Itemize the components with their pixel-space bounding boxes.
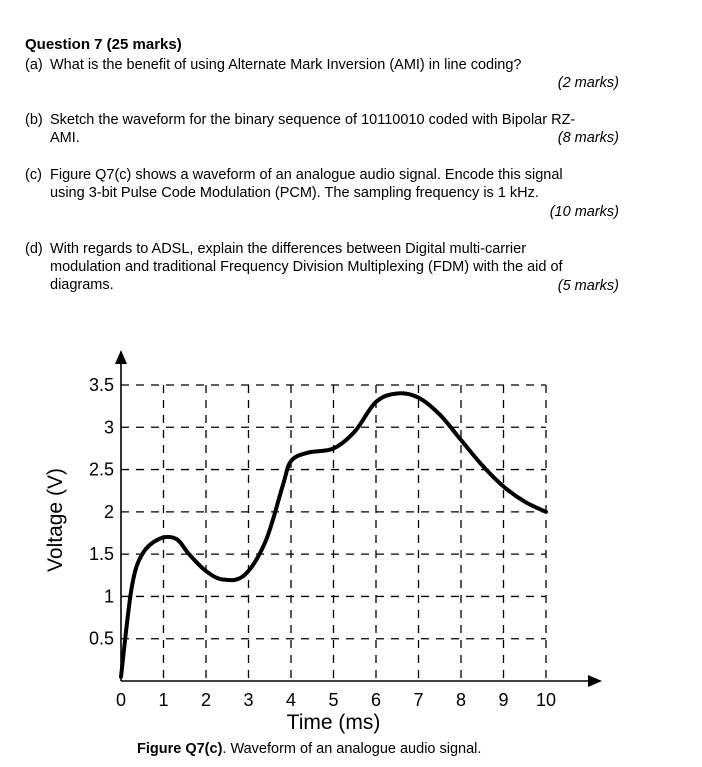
part-b-marks: (8 marks)	[557, 130, 619, 146]
part-c-label: (c)	[25, 167, 42, 183]
figure-caption-text: . Waveform of an analogue audio signal.	[222, 741, 482, 757]
part-b-line: Sketch the waveform for the binary sequence of 10110010 coded with Bipolar RZ-	[50, 112, 576, 128]
x-axis-arrow-icon	[588, 675, 602, 687]
part-d-marks: (5 marks)	[557, 278, 619, 294]
part-d-line: With regards to ADSL, explain the differences between Digital multi-carrier	[50, 241, 527, 257]
part-c-marks: (10 marks)	[549, 204, 619, 220]
y-tick-label: 3	[103, 417, 114, 438]
part-d-label: (d)	[25, 241, 43, 257]
x-tick-label: 1	[158, 690, 169, 710]
y-tick-label: 2	[103, 501, 114, 522]
y-tick-label: 1.5	[88, 544, 114, 565]
part-b-line: AMI.	[50, 130, 80, 146]
part-c-line: Figure Q7(c) shows a waveform of an analogue audio signal. Encode this signal	[50, 167, 563, 183]
part-d-line: diagrams.	[50, 277, 114, 293]
part-d-line: modulation and traditional Frequency Division Multiplexing (FDM) with the aid of	[50, 259, 563, 275]
y-tick-label: 2.5	[88, 459, 114, 480]
x-tick-label: 5	[328, 690, 339, 710]
x-axis-label: Time (ms)	[286, 711, 381, 734]
x-tick-label: 8	[455, 690, 467, 710]
x-tick-label: 0	[115, 690, 127, 710]
question-title: Question 7 (25 marks)	[25, 36, 182, 53]
figure-caption	[137, 741, 481, 757]
x-tick-label: 4	[285, 690, 297, 710]
figure-caption-label: Figure Q7(c)	[137, 741, 223, 757]
x-tick-label: 3	[243, 690, 254, 710]
x-tick-label: 6	[370, 690, 382, 710]
y-tick-label: 1	[103, 586, 114, 607]
y-tick-label: 0.5	[88, 628, 114, 649]
y-tick-label: 3.5	[88, 375, 114, 395]
part-a-label: (a)	[25, 57, 43, 73]
x-tick-label: 2	[200, 690, 212, 710]
x-tick-label: 7	[413, 690, 424, 710]
part-c-line: using 3-bit Pulse Code Modulation (PCM). The sampling frequency is 1 kHz.	[50, 185, 539, 201]
part-a-line: What is the benefit of using Alternate Mark Inversion (AMI) in line coding?	[50, 57, 522, 73]
x-tick-label: 9	[498, 690, 509, 710]
y-axis-label: Voltage (V)	[44, 468, 67, 572]
y-axis-arrow-icon	[115, 350, 127, 364]
x-tick-label: 10	[535, 690, 557, 710]
part-b-label: (b)	[25, 112, 43, 128]
part-a-marks: (2 marks)	[557, 75, 619, 91]
